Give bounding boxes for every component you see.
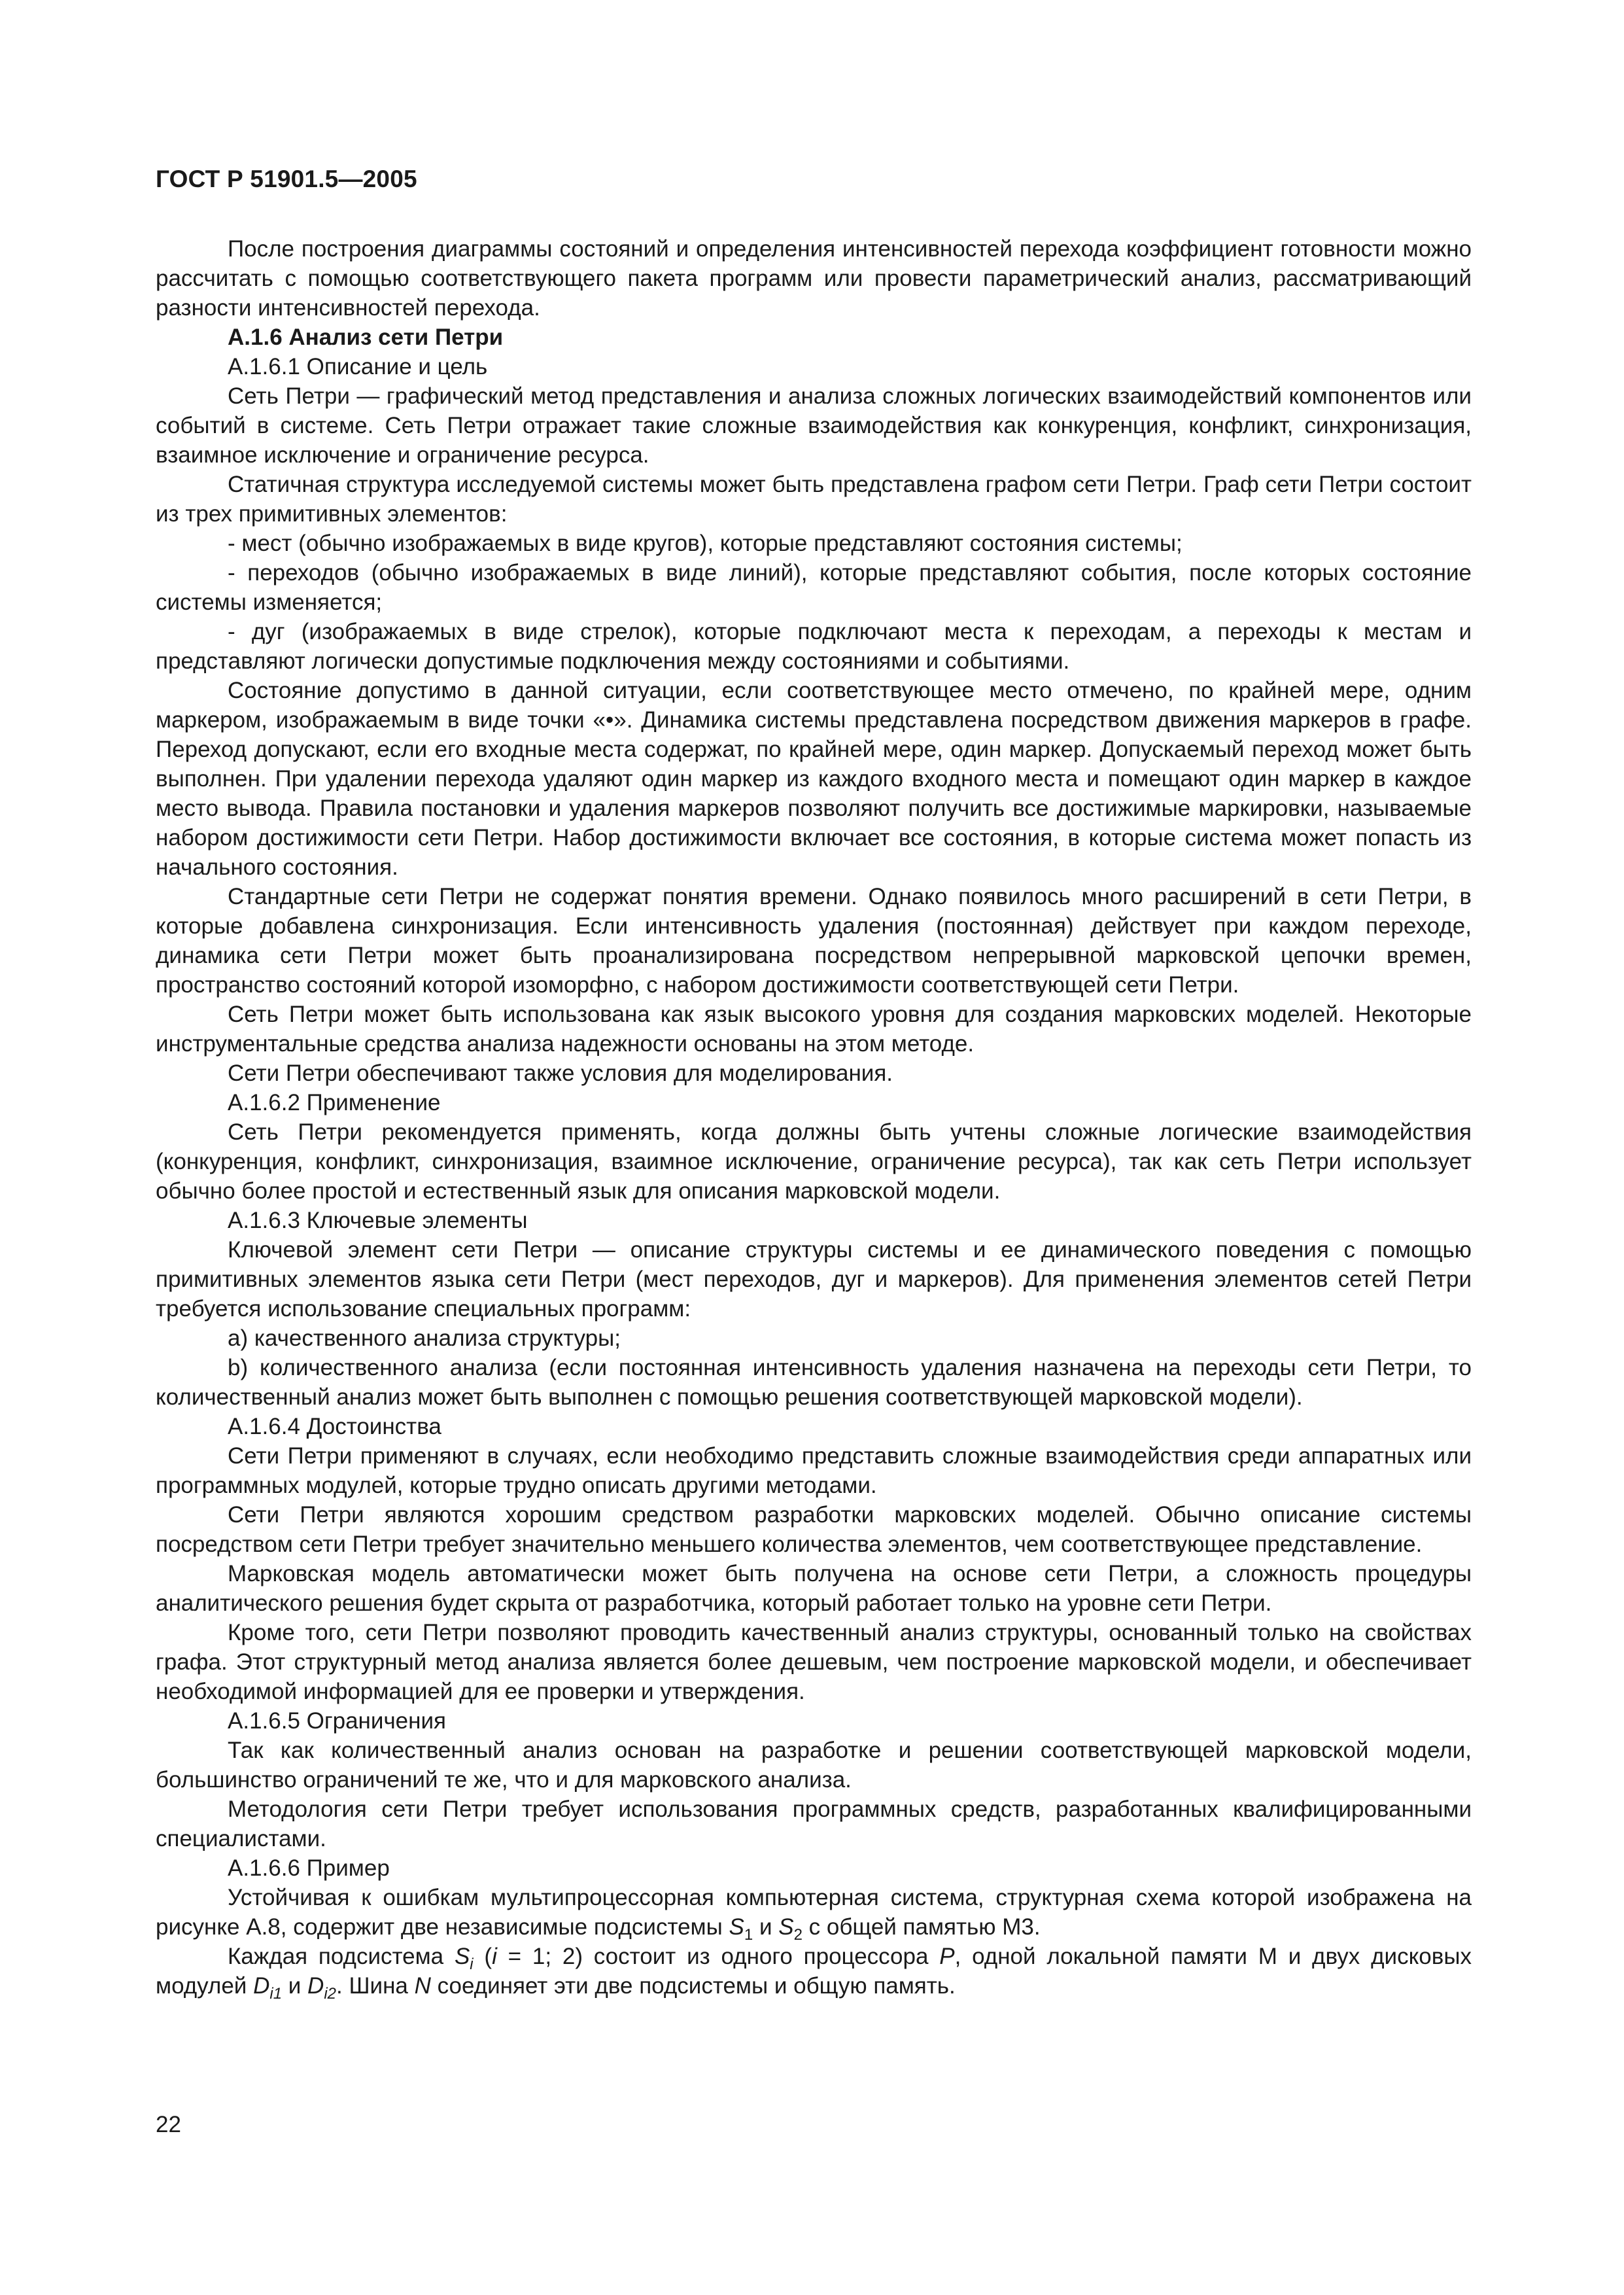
subsection-heading-limitations: А.1.6.5 Ограничения [228,1708,446,1734]
paragraph-state-dynamics: Состояние допустимо в данной ситуации, если соответствующее место отмечено, по крайней мере, одним маркером, изображаемым в виде точки «•». Динамика системы представлена посредством движения маркеров в графе. Переход допускают, если его входные места содержат, по крайней мере, один маркер. Допускаемый переход может быть выполнен. При удалении перехода удаляют один маркер из каждого входного места и помещают один маркер в каждое место вывода. Правила постановки и удаления маркеров позволяют получить все достижимые маркировки, называемые набором достижимости сети Петри. Набор достижимости включает все состояния, в которые система может попасть из начального состояния. [156,678,1472,880]
paragraph-availability: После построения диаграммы состояний и определения интенсивностей перехода коэффициент готовности можно рассчитать с помощью соответствующего пакета программ или провести параметрический анализ, рассматривающий разности интенсивностей перехода. [156,236,1472,321]
subsection-heading-example: А.1.6.6 Пример [228,1855,390,1881]
paragraph-application: Сеть Петри рекомендуется применять, когда должны быть учтены сложные логические взаимодействия (конкуренция, конфликт, синхронизация, взаимное исключение, ограничение ресурса), так как сеть Петри использует обычно более простой и естественный язык для описания марковской модели. [156,1119,1472,1204]
list-item-qualitative: а) качественного анализа структуры; [228,1325,621,1351]
paragraph-petri-definition: Сеть Петри — графический метод представления и анализа сложных логических взаимодействий компонентов или событий в системе. Сеть Петри отражает такие сложные взаимодействия как конкуренция, конфликт, синхронизация, взаимное исключение и ограничение ресурса. [156,383,1472,468]
paragraph-high-level-language: Сеть Петри может быть использована как язык высокого уровня для создания марковских моделей. Некоторые инструментальные средства анализа надежности основаны на этом методе. [156,1002,1472,1057]
list-item-places: - мест (обычно изображаемых в виде кругов), которые представляют состояния системы; [228,531,1183,556]
subsection-heading-description: А.1.6.1 Описание и цель [228,354,488,379]
document-header: ГОСТ Р 51901.5—2005 [156,166,417,192]
document-body [156,234,1472,2001]
paragraph-static-structure: Статичная структура исследуемой системы может быть представлена графом сети Петри. Граф сети Петри состоит из трех примитивных элементов: [156,472,1472,527]
list-item-arcs: - дуг (изображаемых в виде стрелок), которые подключают места к переходам, а переходы к местам и представляют логически допустимые подключения между состояниями и событиями. [156,619,1472,674]
section-heading-petri-net: А.1.6 Анализ сети Петри [228,324,504,350]
paragraph-advantages-4: Кроме того, сети Петри позволяют проводить качественный анализ структуры, основанный только на свойствах графа. Этот структурный метод анализа является более дешевым, чем построение марковской модели, и обеспечивает необходимой информацией для ее проверки и утверждения. [156,1620,1472,1704]
paragraph-advantages-3: Марковская модель автоматически может быть получена на основе сети Петри, а сложность процедуры аналитического решения будет скрыта от разработчика, который работает только на уровне сети Петри. [156,1561,1472,1616]
paragraph-simulation: Сети Петри обеспечивают также условия для моделирования. [228,1060,893,1086]
subsection-heading-advantages: А.1.6.4 Достоинства [228,1414,441,1439]
list-item-quantitative: b) количественного анализа (если постоянная интенсивность удаления назначена на переходы сети Петри, то количественный анализ может быть выполнен с помощью решения соответствующей марковской модели). [156,1355,1472,1410]
paragraph-example-2: Каждая подсистема $S_i$ (i = 1; 2) состоит из одного процессора P, одной локальной памяти М и двух дисковых модулей $D_{i1}$ и $D_{i2}$. Шина N соединяет эти две подсистемы и общую память. [156,1944,1472,2003]
page-number: 22 [156,2112,181,2137]
paragraph-example-1: Устойчивая к ошибкам мультипроцессорная компьютерная система, структурная схема которой изображена на рисунке А.8, содержит две независимые подсистемы $S_1$ и $S_2$ с общей памятью М3. [156,1885,1472,1944]
paragraph-key-elements: Ключевой элемент сети Петри — описание структуры системы и ее динамического поведения с помощью примитивных элементов языка сети Петри (мест переходов, дуг и маркеров). Для применения элементов сетей Петри требуется использование специальных программ: [156,1237,1472,1322]
subsection-heading-key-elements: А.1.6.3 Ключевые элементы [228,1208,528,1233]
list-item-transitions: - переходов (обычно изображаемых в виде линий), которые представляют события, после которых состояние системы изменяется; [156,560,1472,615]
paragraph-limitations-1: Так как количественный анализ основан на разработке и решении соответствующей марковской модели, большинство ограничений те же, что и для марковского анализа. [156,1738,1472,1793]
subsection-heading-application: А.1.6.2 Применение [228,1090,441,1115]
paragraph-standard-nets: Стандартные сети Петри не содержат понятия времени. Однако появилось много расширений в сети Петри, в которые добавлена синхронизация. Если интенсивность удаления (постоянная) действует при каждом переходе, динамика сети Петри может быть проанализирована посредством непрерывной марковской цепочки времен, пространство состояний которой изоморфно, с набором достижимости соответствующей сети Петри. [156,884,1472,998]
paragraph-limitations-2: Методология сети Петри требует использования программных средств, разработанных квалифицированными специалистами. [156,1796,1472,1851]
paragraph-advantages-1: Сети Петри применяют в случаях, если необходимо представить сложные взаимодействия среди аппаратных или программных модулей, которые трудно описать другими методами. [156,1443,1472,1498]
paragraph-advantages-2: Сети Петри являются хорошим средством разработки марковских моделей. Обычно описание системы посредством сети Петри требует значительно меньшего количества элементов, чем соответствующее представление. [156,1502,1472,1557]
